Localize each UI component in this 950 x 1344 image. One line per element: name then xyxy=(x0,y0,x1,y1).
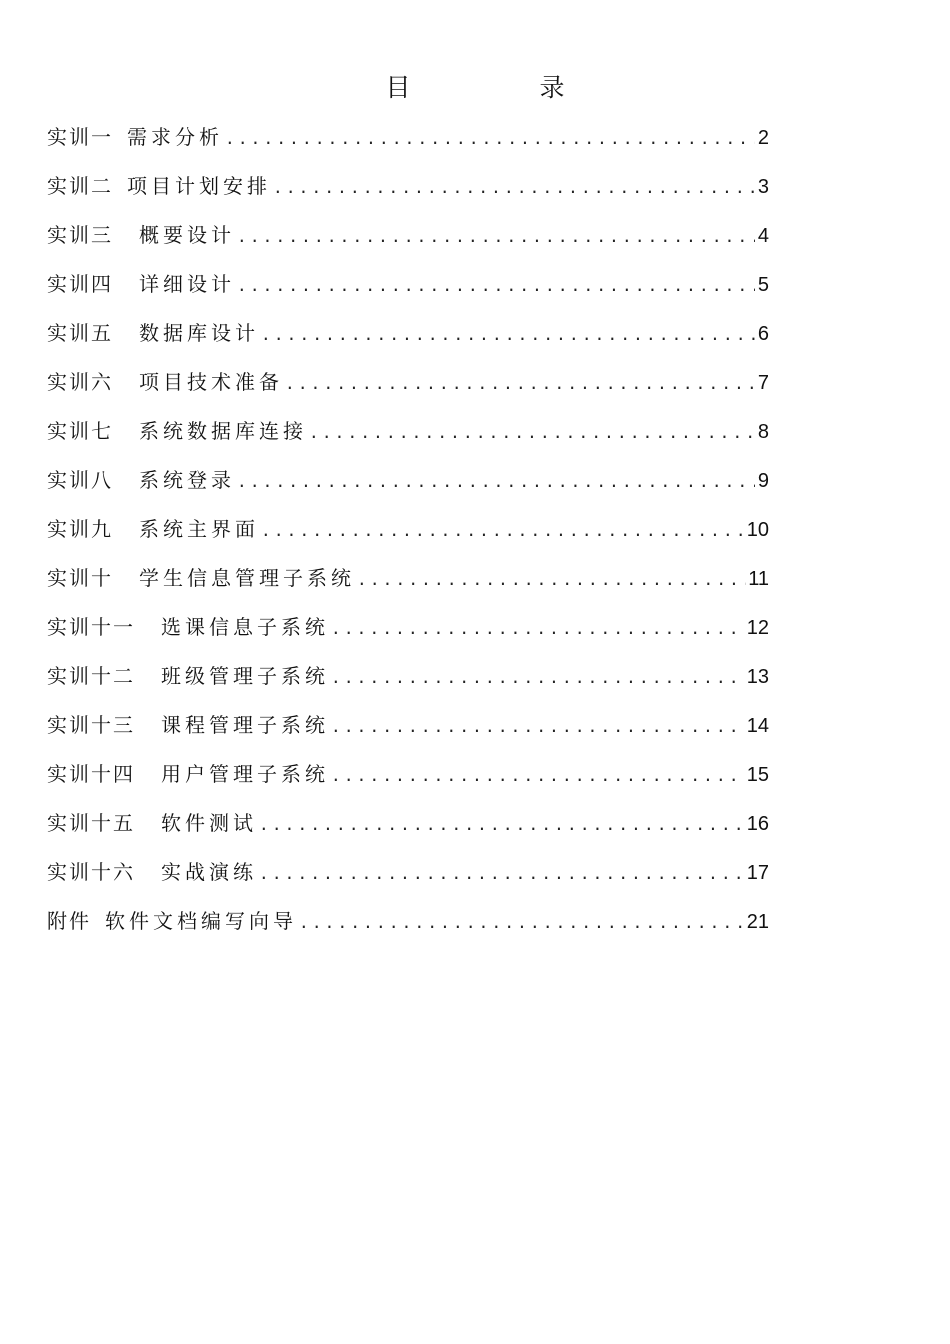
toc-entry-title: 数据库设计 xyxy=(139,321,259,345)
toc-entry-title: 详细设计 xyxy=(139,272,235,296)
toc-entry-title: 软件文档编写向导 xyxy=(105,909,297,933)
toc-entry[interactable] xyxy=(47,652,769,701)
toc-entry[interactable] xyxy=(47,407,769,456)
toc-entry-number: 实训九 xyxy=(47,517,113,541)
toc-entry-number: 实训一 xyxy=(47,125,113,149)
toc-entry[interactable] xyxy=(47,554,769,603)
toc-entry-number: 实训十一 xyxy=(47,615,135,639)
toc-dot-leader xyxy=(331,604,745,653)
toc-entry-page-number: 4 xyxy=(757,225,769,247)
toc-entry-number: 实训十二 xyxy=(47,664,135,688)
toc-entry-number: 实训三 xyxy=(47,223,113,247)
toc-entry[interactable] xyxy=(47,113,769,162)
toc-dot-leader xyxy=(261,310,755,359)
toc-entry[interactable] xyxy=(47,701,769,750)
toc-entry[interactable] xyxy=(47,750,769,799)
toc-entry-number: 实训四 xyxy=(47,272,113,296)
toc-entry[interactable] xyxy=(47,897,769,946)
toc-entry-number: 实训七 xyxy=(47,419,113,443)
toc-entry-title: 班级管理子系统 xyxy=(161,664,329,688)
toc-entry-number: 实训十六 xyxy=(47,860,135,884)
toc-entry[interactable] xyxy=(47,848,769,897)
toc-entry-number: 实训十三 xyxy=(47,713,135,737)
toc-entry-title: 实战演练 xyxy=(161,860,257,884)
toc-entry-number: 实训八 xyxy=(47,468,113,492)
toc-entry-page-number: 7 xyxy=(757,372,769,394)
toc-entry-page-number: 15 xyxy=(746,764,769,786)
toc-entry[interactable] xyxy=(47,603,769,652)
toc-dot-leader xyxy=(259,800,745,849)
toc-entry-page-number: 13 xyxy=(746,666,769,688)
toc-entry-page-number: 5 xyxy=(757,274,769,296)
toc-entry[interactable] xyxy=(47,162,769,211)
toc-entry-title: 学生信息管理子系统 xyxy=(139,566,355,590)
toc-entry-number: 实训十 xyxy=(47,566,113,590)
toc-entry-number: 实训十四 xyxy=(47,762,135,786)
toc-dot-leader xyxy=(225,114,755,163)
toc-entry-title: 课程管理子系统 xyxy=(161,713,329,737)
toc-entry-page-number: 8 xyxy=(757,421,769,443)
toc-dot-leader xyxy=(331,702,745,751)
toc-dot-leader xyxy=(331,653,745,702)
toc-dot-leader xyxy=(237,212,755,261)
toc-dot-leader xyxy=(261,506,745,555)
toc-entry-number: 实训十五 xyxy=(47,811,135,835)
toc-entry-title: 软件测试 xyxy=(161,811,257,835)
toc-entry-page-number: 14 xyxy=(746,715,769,737)
toc-title: 目 录 xyxy=(385,73,617,102)
toc-entry-page-number: 11 xyxy=(748,568,769,590)
toc-entry[interactable] xyxy=(47,309,769,358)
toc-dot-leader xyxy=(309,408,755,457)
toc-dot-leader xyxy=(285,359,755,408)
toc-dot-leader xyxy=(357,555,746,604)
toc-dot-leader xyxy=(259,849,745,898)
toc-entry[interactable] xyxy=(47,211,769,260)
toc-dot-leader xyxy=(331,751,745,800)
toc-entry-number: 实训六 xyxy=(47,370,113,394)
toc-entry-page-number: 9 xyxy=(757,470,769,492)
toc-entry-title: 概要设计 xyxy=(139,223,235,247)
toc-entry[interactable] xyxy=(47,260,769,309)
toc-entry[interactable] xyxy=(47,505,769,554)
toc-dot-leader xyxy=(237,457,755,506)
toc-entry-page-number: 21 xyxy=(746,911,769,933)
toc-entry-page-number: 17 xyxy=(746,862,769,884)
toc-list xyxy=(47,113,769,946)
toc-entry-title: 项目计划安排 xyxy=(127,174,271,198)
toc-entry-page-number: 2 xyxy=(757,127,769,149)
toc-entry-title: 用户管理子系统 xyxy=(161,762,329,786)
toc-entry-page-number: 16 xyxy=(746,813,769,835)
toc-entry-number: 实训二 xyxy=(47,174,113,198)
toc-entry[interactable] xyxy=(47,358,769,407)
toc-entry-title: 系统登录 xyxy=(139,468,235,492)
toc-entry-page-number: 6 xyxy=(757,323,769,345)
toc-dot-leader xyxy=(273,163,755,212)
toc-entry-number: 实训五 xyxy=(47,321,113,345)
toc-entry-title: 需求分析 xyxy=(127,125,223,149)
toc-entry[interactable] xyxy=(47,456,769,505)
toc-entry-page-number: 12 xyxy=(746,617,769,639)
toc-entry-title: 选课信息子系统 xyxy=(161,615,329,639)
toc-entry-page-number: 3 xyxy=(757,176,769,198)
toc-dot-leader xyxy=(237,261,755,310)
toc-entry-number: 附件 xyxy=(47,909,91,933)
toc-dot-leader xyxy=(299,898,745,947)
toc-entry[interactable] xyxy=(47,799,769,848)
toc-entry-title: 系统数据库连接 xyxy=(139,419,307,443)
toc-entry-title: 项目技术准备 xyxy=(139,370,283,394)
toc-entry-page-number: 10 xyxy=(746,519,769,541)
toc-entry-title: 系统主界面 xyxy=(139,517,259,541)
